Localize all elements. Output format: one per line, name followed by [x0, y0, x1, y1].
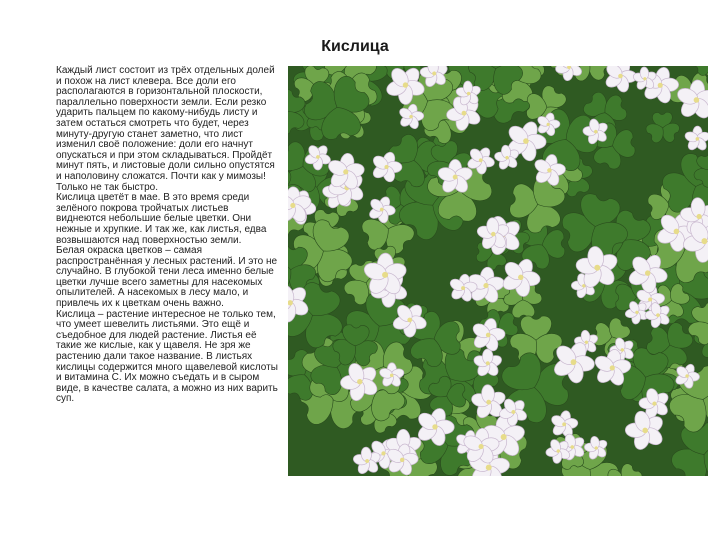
body-text	[56, 66, 278, 405]
wood-sorrel-photo	[288, 66, 708, 476]
slide-title: Кислица	[321, 38, 389, 55]
paragraph-flowering: Кислица цветёт в мае. В это время среди зелёного покрова тройчатых листьев виднеются небольшие белые цветки. Они нежные и хрупкие. И так же, как листья, едва возвышаются над поверхностью земли.	[56, 192, 267, 246]
paragraph-leaves: Каждый лист состоит из трёх отдельных долей и похож на лист клевера. Все доли его располагаются в горизонтальной плоскости, параллельно поверхности земли. Если резко ударить пальцем по какому-нибудь листу и затем остаться смотреть что будет, через минуту-другую станет заметно, что лист изменил своё положение: доли его начнут опускаться и при этом складываться. Пройдёт минут пять, и листовые доли сильно опустятся и наполовину сложатся. Почти как у мимозы! Только не так быстро.	[56, 65, 275, 193]
wood-sorrel-photo-illustration	[288, 66, 708, 476]
paragraph-white-color: Белая окраска цветков – самая распространённая у лесных растений. И это не случайно. В глубокой тени леса именно белые цветки лучше всего заметны для насекомых опылителей. А насекомых в лесу мало, и привлечь их к цветкам очень важно.	[56, 245, 278, 310]
paragraph-edible: Кислица – растение интересное не только тем, что умеет шевелить листьями. Это ещё и съедобное для людей растение. Листья её такие же кислые, как у щавеля. Не зря же растению дали такое название. В листьях кислицы содержится много щавелевой кислоты и витамина С. Их можно съедать и в сыром виде, в качестве салата, а можно из них варить суп.	[56, 308, 278, 405]
